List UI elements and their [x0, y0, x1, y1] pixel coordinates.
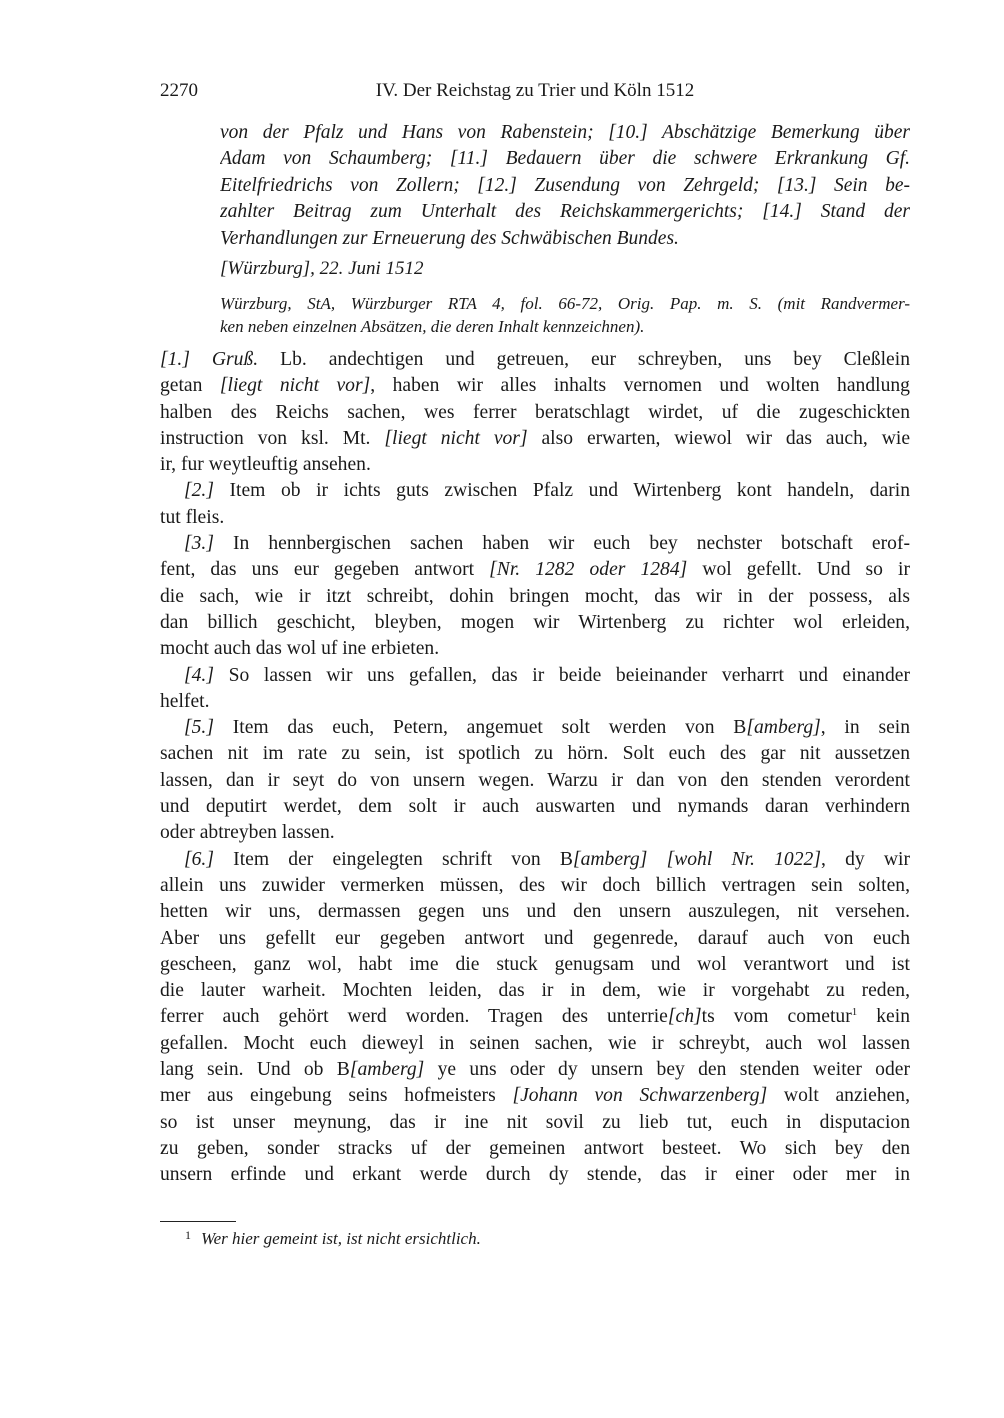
- text-segment: halben des Reichs sachen, wes ferrer beratschlagt wirdet, uf die zugeschickten: [160, 401, 910, 423]
- text-segment: die lauter warheit. Mochten leiden, das ir in dem, wie ir vorgehabt zu reden,: [160, 980, 910, 1002]
- editorial-note: [amberg]: [349, 1059, 425, 1081]
- text-line: [220, 173, 910, 199]
- text-segment: fent, das uns eur gegeben antwort: [160, 559, 490, 581]
- editorial-note: [amberg]: [746, 717, 821, 739]
- footnote-reference: 1: [851, 1006, 858, 1019]
- editorial-note: [6.]: [184, 848, 214, 870]
- text-line: [220, 315, 910, 338]
- text-line: [160, 1083, 910, 1109]
- text-line: [220, 226, 910, 252]
- text-segment: kein: [857, 1006, 910, 1028]
- text-line: [160, 926, 910, 952]
- main-text: [160, 347, 910, 1189]
- text-line: [160, 347, 910, 373]
- text-segment: ir, fur weytleuftig ansehen.: [160, 454, 371, 476]
- text-segment: unsern erfinde und erkant werde durch dy stende, das ir einer oder mer in: [160, 1164, 910, 1186]
- text-line: [160, 610, 910, 636]
- text-segment: So lassen wir uns gefallen, das ir beide beieinander verharrt und einander: [213, 664, 910, 686]
- text-line: [160, 715, 910, 741]
- text-line: [160, 663, 910, 689]
- text-line: [160, 557, 910, 583]
- text-segment: zu geben, sonder stracks uf der gemeinen antwort besteet. Wo sich bey den: [160, 1137, 910, 1159]
- editorial-note: [liegt nicht vor]: [384, 427, 528, 449]
- text-line: [220, 120, 910, 146]
- text-line: [160, 636, 910, 662]
- text-segment: Item das euch, Petern, angemuet solt werden von B: [213, 717, 747, 739]
- document-summary: [220, 120, 910, 252]
- text-line: [160, 426, 910, 452]
- text-line: [220, 199, 910, 225]
- text-line: [160, 847, 910, 873]
- text-segment: mer aus eingebung seins hofmeisters: [160, 1085, 513, 1107]
- editorial-note: [amberg] [wohl Nr. 1022]: [572, 848, 821, 870]
- text-segment: ts vom cometur: [701, 1006, 852, 1028]
- text-line: [160, 899, 910, 925]
- text-line: [160, 689, 910, 715]
- text-segment: helfet.: [160, 690, 210, 712]
- text-line: [220, 292, 910, 315]
- text-segment: instruction von ksl. Mt.: [160, 427, 385, 449]
- editorial-note: [5.]: [184, 717, 214, 739]
- text-segment: Verhandlungen zur Erneuerung des Schwäbischen Bundes.: [220, 227, 679, 249]
- text-segment: von der Pfalz und Hans von Rabenstein; [10.] Abschätzige Bemerkung über: [220, 122, 910, 143]
- text-line: [160, 1162, 910, 1188]
- text-segment: Lb. andechtigen und getreuen, eur schreyben, uns bey Cleßlein: [258, 349, 910, 370]
- text-segment: so ist unser meynung, das ir ine nit sovil zu lieb tut, euch in disputacion: [160, 1111, 910, 1133]
- text-segment: ferrer auch gehört werd worden. Tragen des unterrie: [160, 1006, 668, 1028]
- text-segment: und deputirt werdet, dem solt ir auch auswarten und nymands daran verhindern: [160, 796, 910, 818]
- text-segment: dan billich geschicht, bleyben, mogen wir Wirtenberg zu richter wol erleiden,: [160, 611, 910, 633]
- text-segment: die sach, wie ir itzt schreibt, dohin bringen mocht, das wir in der possess, als: [160, 585, 910, 607]
- text-segment: sachen nit im rate zu sein, ist spotlich zu hörn. Solt euch des gar nit aussetzen: [160, 743, 910, 765]
- text-line: [160, 741, 910, 767]
- text-line: [160, 505, 910, 531]
- text-segment: Würzburg, StA, Würzburger RTA 4, fol. 66-72, Orig. Pap. m. S. (mit Randvermer-: [220, 294, 910, 313]
- text-segment: , haben wir alles inhalts vernomen und wolten handlung: [370, 375, 910, 397]
- text-segment: gescheen, ganz wol, habt ime die stuck genugsam und wol verantwort und ist: [160, 953, 910, 975]
- text-segment: hetten wir uns, dermassen gegen uns und den unsern auszulegen, nit versehen.: [160, 901, 910, 923]
- text-segment: Item der eingelegten schrift von B: [213, 848, 573, 870]
- text-line: [160, 978, 910, 1004]
- text-line: [160, 1110, 910, 1136]
- footnote-mark: 1: [185, 1228, 191, 1242]
- editorial-note: [ch]: [667, 1006, 702, 1028]
- text-segment: Eitelfriedrichs von Zollern; [12.] Zusendung von Zehrgeld; [13.] Sein be-: [220, 174, 910, 196]
- editorial-note: [2.]: [184, 480, 214, 502]
- text-line: [160, 1004, 910, 1030]
- text-segment: oder abtreyben lassen.: [160, 822, 335, 844]
- footnote-divider: [160, 1221, 236, 1222]
- text-segment: also erwarten, wiewol wir das auch, wie: [527, 427, 910, 449]
- text-segment: lassen, dan ir seyt do von unsern wegen. Warzu ir dan von den stenden verordent: [160, 769, 910, 791]
- text-segment: lang sein. Und ob B: [160, 1059, 350, 1081]
- editorial-note: [Nr. 1282 oder 1284]: [489, 559, 688, 581]
- text-segment: Aber uns gefellt eur gegeben antwort und gegenrede, darauf auch von euch: [160, 927, 910, 949]
- text-segment: ye uns oder dy unsern bey den stenden weiter oder: [424, 1059, 910, 1081]
- text-segment: In hennbergischen sachen haben wir euch bey nechster botschaft erof-: [213, 533, 910, 555]
- text-segment: , in sein: [820, 717, 910, 739]
- text-segment: tut fleis.: [160, 506, 225, 528]
- text-segment: wolt anziehen,: [767, 1085, 910, 1107]
- text-segment: allein uns zuwider vermerken müssen, des wir doch billich vertragen sein solten,: [160, 874, 910, 896]
- text-line: [160, 794, 910, 820]
- editorial-note: [4.]: [184, 664, 214, 686]
- text-segment: ken neben einzelnen Absätzen, die deren Inhalt kennzeichnen).: [220, 317, 645, 336]
- text-line: [220, 146, 910, 172]
- document-date: [Würzburg], 22. Juni 1512: [220, 258, 424, 279]
- running-title: IV. Der Reichstag zu Trier und Köln 1512: [375, 80, 695, 101]
- text-segment: wol gefellt. Und so ir: [687, 559, 910, 581]
- text-line: [160, 820, 910, 846]
- text-segment: getan: [160, 375, 220, 397]
- text-line: [160, 873, 910, 899]
- editorial-note: [3.]: [184, 533, 214, 555]
- text-line: [160, 1057, 910, 1083]
- text-line: [160, 952, 910, 978]
- text-segment: mocht auch das wol uf ine erbieten.: [160, 638, 440, 660]
- footnote-text: Wer hier gemeint ist, ist nicht ersichtlich.: [201, 1229, 481, 1248]
- text-segment: gefallen. Mocht euch dieweyl in seinen sachen, wie ir schreybt, auch wol lassen: [160, 1032, 910, 1054]
- editorial-note: [Johann von Schwarzenberg]: [512, 1085, 768, 1107]
- text-line: [160, 531, 910, 557]
- text-line: [160, 400, 910, 426]
- text-segment: zahlter Beitrag zum Unterhalt des Reichskammergerichts; [14.] Stand der: [220, 201, 910, 223]
- text-segment: Item ob ir ichts guts zwischen Pfalz und Wirtenberg kont handeln, darin: [213, 480, 910, 502]
- footnote: [185, 1228, 481, 1249]
- text-line: [160, 1031, 910, 1057]
- text-line: [160, 478, 910, 504]
- text-segment: , dy wir: [820, 848, 910, 870]
- text-line: [160, 1136, 910, 1162]
- text-line: [160, 373, 910, 399]
- editorial-note: [liegt nicht vor]: [219, 375, 371, 397]
- editorial-note: [1.] Gruß.: [160, 349, 259, 370]
- source-citation: [220, 292, 910, 338]
- text-line: [160, 584, 910, 610]
- text-segment: Adam von Schaumberg; [11.] Bedauern über die schwere Erkrankung Gf.: [220, 148, 910, 170]
- page-number: 2270: [160, 80, 198, 101]
- text-line: [160, 768, 910, 794]
- text-line: [160, 452, 910, 478]
